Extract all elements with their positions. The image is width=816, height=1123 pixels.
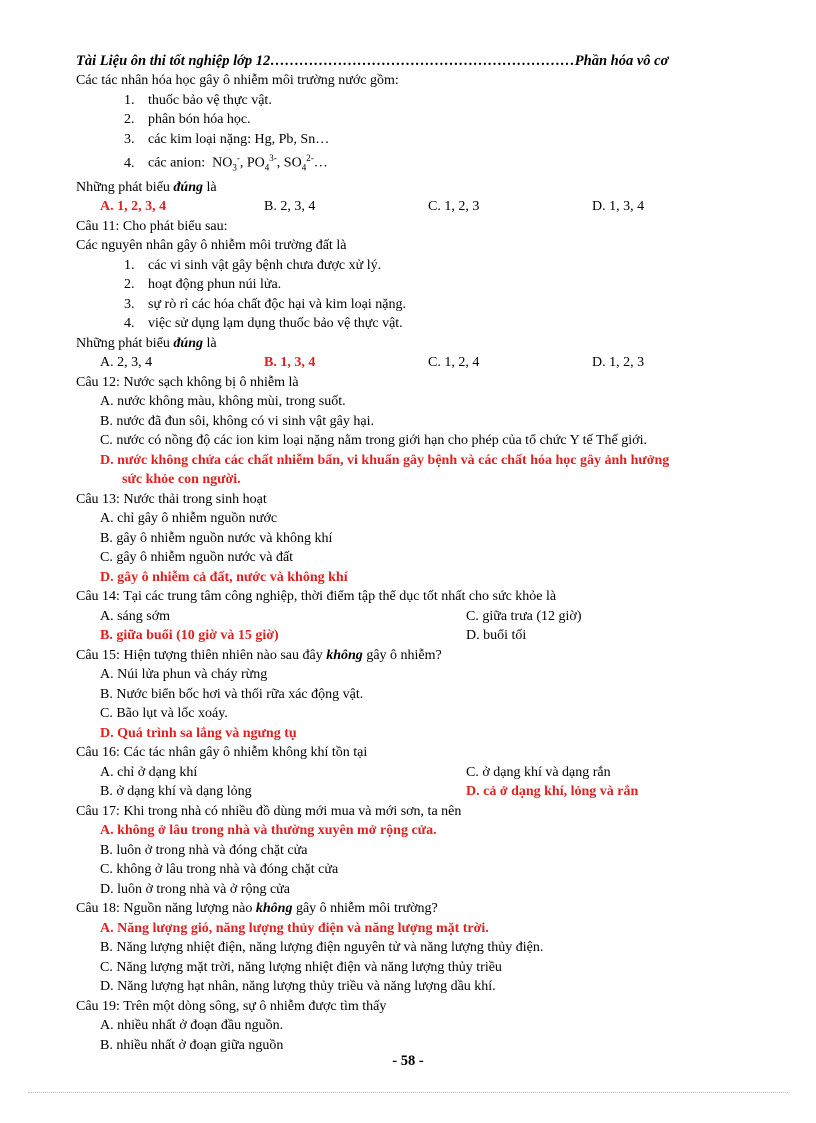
question-stem: Các nguyên nhân gây ô nhiễm môi trường đất là [76, 238, 347, 254]
page-number: - 58 - [392, 1053, 424, 1069]
answer-option-a: A. sáng sớm [100, 608, 171, 624]
answer-row [76, 353, 756, 373]
document-page [76, 52, 756, 1055]
answer-option-d: D. gây ô nhiễm cả đất, nước và không khí [100, 569, 348, 585]
answer-option-c: C. giữa trưa (12 giờ) [466, 608, 582, 624]
answer-option-d: D. Năng lượng hạt nhân, năng lượng thủy triều và năng lượng dầu khí. [100, 979, 496, 995]
question-title: Câu 14: Tại các trung tâm công nghiệp, thời điểm tập thể dục tốt nhất cho sức khỏe là [76, 589, 557, 605]
answer-option-d: D. Quá trình sa lắng và ngưng tụ [100, 725, 297, 741]
header-section: Phần hóa vô cơ [574, 53, 669, 69]
answer-option-d: D. buổi tối [466, 628, 527, 644]
question-title: Câu 16: Các tác nhân gây ô nhiễm không khí tồn tại [76, 745, 368, 761]
question-title: Câu 19: Trên một dòng sông, sự ô nhiễm được tìm thấy [76, 998, 387, 1014]
answer-row [76, 197, 756, 217]
answer-row [76, 782, 756, 802]
question-title: Câu 13: Nước thải trong sinh hoạt [76, 491, 267, 507]
answer-option-c: C. ở dạng khí và dạng rắn [466, 764, 611, 780]
list-item: 4. việc sử dụng lạm dụng thuốc bảo vệ thực vật. [124, 316, 403, 332]
answer-option-b: B. giữa buổi (10 giờ và 15 giờ) [100, 628, 279, 644]
answer-option-a: A. Núi lửa phun và cháy rừng [100, 667, 268, 683]
answer-option-a: A. nhiều nhất ở đoạn đầu nguồn. [100, 1018, 284, 1034]
answer-option-d: D. 1, 2, 3 [592, 355, 645, 371]
list-item: 1. các vi sinh vật gây bệnh chưa được xử lý. [124, 257, 382, 273]
list-item: 3. sự rò rỉ các hóa chất độc hại và kim loại nặng. [124, 296, 406, 312]
answer-option-c: C. 1, 2, 3 [428, 199, 480, 215]
answer-option-c: C. 1, 2, 4 [428, 355, 480, 371]
answer-option-c: C. gây ô nhiễm nguồn nước và đất [100, 550, 294, 566]
list-item: 1. thuốc bảo vệ thực vật. [124, 92, 272, 108]
question-title: Câu 17: Khi trong nhà có nhiều đồ dùng mới mua và mới sơn, ta nên [76, 803, 462, 819]
answer-option-a: A. nước không màu, không mùi, trong suốt. [100, 394, 346, 410]
answer-option-c: C. nước có nồng độ các ion kim loại nặng nằm trong giới hạn cho phép của tổ chức Y tế Thế giới. [100, 433, 647, 449]
question-title: Câu 15: Hiện tượng thiên nhiên nào sau đây không gây ô nhiễm? [76, 647, 442, 663]
answer-option-a: A. chỉ gây ô nhiễm nguồn nước [100, 511, 278, 527]
answer-option-c: C. không ở lâu trong nhà và đóng chặt cửa [100, 862, 339, 878]
answer-option-b: B. nước đã đun sôi, không có vi sinh vật gây hại. [100, 413, 374, 429]
question-stem: Các tác nhân hóa học gây ô nhiễm môi trường nước gồm: [76, 73, 399, 88]
answer-option-c: C. Bão lụt và lốc xoáy. [100, 706, 228, 722]
answer-option-a: A. 2, 3, 4 [100, 355, 153, 371]
answer-option-c: C. Năng lượng mặt trời, năng lượng nhiệt điện và năng lượng thủy triều [100, 959, 502, 975]
answer-option-a: A. không ở lâu trong nhà và thường xuyên mở rộng cửa. [100, 823, 437, 839]
header-title: Tài Liệu ôn thi tốt nghiệp lớp 12……………………………………………………… [76, 53, 575, 69]
list-item: 2. hoạt động phun núi lửa. [124, 277, 282, 293]
list-item: 4. các anion: $NO_3^-$, $PO_4^{3-}$, $SO_4^{2-}\dots$ [124, 153, 328, 173]
answer-option-b: B. Nước biển bốc hơi và thối rữa xác động vật. [100, 686, 364, 702]
page-bottom-divider [28, 1092, 788, 1093]
answer-option-d: D. luôn ở trong nhà và ở rộng cửa [100, 881, 290, 897]
answer-option-a: A. chỉ ở dạng khí [100, 764, 198, 780]
answer-row [76, 626, 756, 646]
statement-line: Những phát biểu đúng là [76, 179, 217, 195]
answer-option-a: A. Năng lượng gió, năng lượng thủy điện và năng lượng mặt trời. [100, 920, 489, 936]
page-header [76, 52, 756, 71]
answer-option-b: B. 1, 3, 4 [264, 355, 316, 371]
statement-line: Những phát biểu đúng là [76, 335, 217, 351]
answer-option-b: B. Năng lượng nhiệt điện, năng lượng điện nguyên tử và năng lượng thủy điện. [100, 940, 544, 956]
answer-option-b: B. luôn ở trong nhà và đóng chặt cửa [100, 842, 308, 858]
answer-row [76, 763, 756, 783]
answer-option-b: B. 2, 3, 4 [264, 199, 316, 215]
question-title: Câu 12: Nước sạch không bị ô nhiễm là [76, 374, 299, 390]
question-title: Câu 11: Cho phát biểu sau: [76, 218, 228, 234]
list-item: 3. các kim loại nặng: Hg, Pb, Sn… [124, 131, 330, 147]
answer-option-b: B. ở dạng khí và dạng lỏng [100, 784, 252, 800]
question-title: Câu 18: Nguồn năng lượng nào không gây ô nhiễm môi trường? [76, 901, 438, 917]
answer-option-d: D. 1, 3, 4 [592, 199, 645, 215]
answer-option-b: B. nhiều nhất ở đoạn giữa nguồn [100, 1037, 284, 1053]
answer-row [76, 607, 756, 627]
list-item: 2. phân bón hóa học. [124, 112, 251, 127]
answer-option-b: B. gây ô nhiễm nguồn nước và không khí [100, 530, 333, 546]
answer-option-d: D. nước không chứa các chất nhiễm bẩn, vi khuẩn gây bệnh và các chất hóa học gây ảnh hưởng sức khỏe con người. [100, 452, 670, 488]
answer-option-d: D. cả ở dạng khí, lỏng và rắn [466, 784, 639, 800]
answer-option-a: A. 1, 2, 3, 4 [100, 199, 167, 215]
